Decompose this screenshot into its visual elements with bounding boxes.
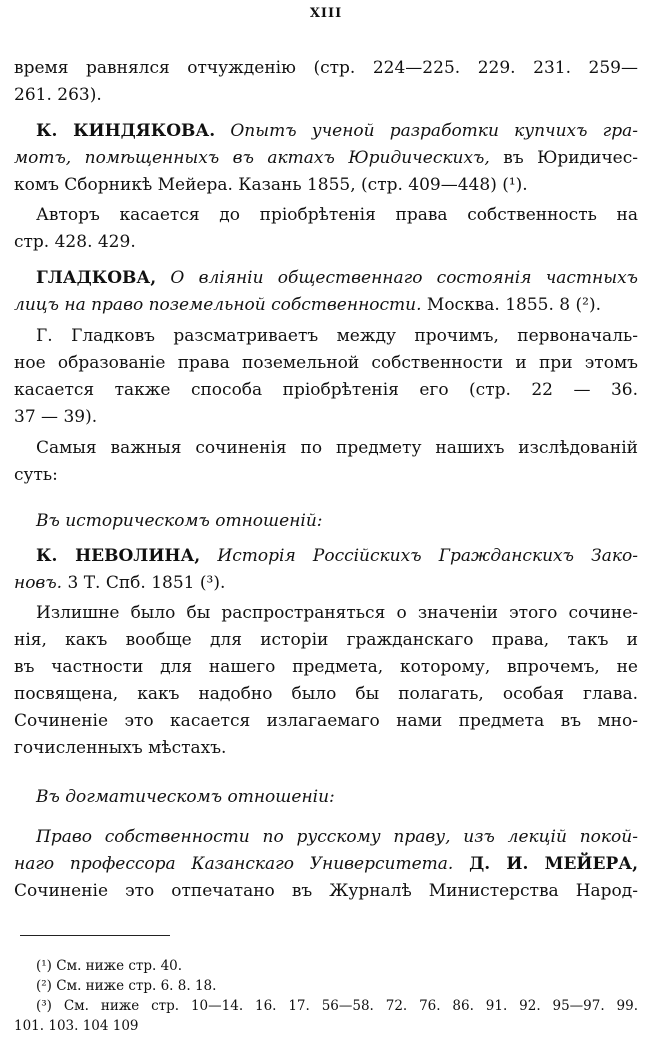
bibliography-entry-kindyakova bbox=[36, 121, 638, 141]
entry-title: Право собственности по русскому праву, изъ лекцій покой- bbox=[36, 827, 638, 847]
footnote: 101. 103. 104 109 bbox=[14, 1018, 139, 1034]
entry-title: новъ. bbox=[14, 573, 63, 593]
text-line: новъ. 3 Т. Спб. 1851 (³). bbox=[14, 573, 226, 593]
entry-author: К. КИНДЯКОВА. bbox=[36, 121, 216, 141]
text-line: посвящена, какъ надобно было бы полагать, особая глава. bbox=[14, 684, 638, 704]
text-line: стр. 428. 429. bbox=[14, 232, 136, 252]
section-heading-historical: Въ историческомъ отношеній: bbox=[36, 511, 323, 531]
text-line: Самыя важныя сочиненія по предмету нашихъ изслѣдованій bbox=[36, 438, 638, 458]
bibliography-entry-nevolina bbox=[36, 546, 638, 566]
footnote: (³) См. ниже стр. 10—14. 16. 17. 56—58. 72. 76. 86. 91. 92. 95—97. 99. bbox=[36, 998, 638, 1014]
bibliography-entry-meyer bbox=[36, 827, 638, 847]
text-line: комъ Сборникѣ Мейера. Казань 1855, (стр. 409—448) (¹). bbox=[14, 175, 528, 195]
text-line: касается также способа пріобрѣтенія его (стр. 22 — 36. bbox=[14, 380, 638, 400]
entry-author: ГЛАДКОВА, bbox=[36, 268, 157, 288]
text-line: время равнялся отчужденію (стр. 224—225. 229. 231. 259— bbox=[14, 58, 638, 78]
text-line: Сочиненіе это касается излагаемаго нами предмета въ мно- bbox=[14, 711, 638, 731]
page-number: XIII bbox=[309, 6, 343, 21]
entry-title: Опытъ ученой разработки купчихъ гра- bbox=[230, 121, 639, 141]
section-heading-dogmatic: Въ догматическомъ отношеніи: bbox=[36, 787, 335, 807]
entry-title: лицъ на право поземельной собственности. bbox=[14, 295, 422, 315]
text-line: Г. Гладковъ разсматриваетъ между прочимъ, первоначаль- bbox=[36, 326, 638, 346]
entry-title: Исторія Россійскихъ Гражданскихъ Зако- bbox=[217, 546, 639, 566]
text-line: мотъ, помѣщенныхъ въ актахъ Юридическихъ, въ Юридичес- bbox=[14, 148, 639, 168]
text-line: въ частности для нашего предмета, которому, впрочемъ, не bbox=[14, 657, 638, 677]
footnote: (²) См. ниже стр. 6. 8. 18. bbox=[36, 978, 217, 994]
footnote-divider bbox=[20, 935, 170, 936]
text-line: Излишне было бы распространяться о значеніи этого сочине- bbox=[36, 603, 638, 623]
entry-author: К. НЕВОЛИНА, bbox=[36, 546, 201, 566]
footnote: (¹) См. ниже стр. 40. bbox=[36, 958, 183, 974]
entry-author: Д. И. МЕЙЕРА, bbox=[469, 854, 638, 874]
text-line: гочисленныхъ мѣстахъ. bbox=[14, 738, 227, 758]
text-line: 261. 263). bbox=[14, 85, 102, 105]
text-line: Авторъ касается до пріобрѣтенія права собственность на bbox=[36, 205, 638, 225]
text-line: лицъ на право поземельной собственности. Москва. 1855. 8 (²). bbox=[14, 295, 601, 315]
text-line: ное образованіе права поземельной собственности и при этомъ bbox=[14, 353, 638, 373]
text-line: 37 — 39). bbox=[14, 407, 98, 427]
entry-title: мотъ, помѣщенныхъ въ актахъ Юридическихъ, bbox=[14, 148, 490, 168]
text-line bbox=[14, 854, 638, 874]
text-line: Сочиненіе это отпечатано въ Журналѣ Министерства Народ- bbox=[14, 881, 638, 901]
bibliography-entry-gladkova bbox=[36, 268, 638, 288]
text-line: нія, какъ вообще для исторіи гражданскаго права, такъ и bbox=[14, 630, 638, 650]
entry-title: О вліяніи общественнаго состоянія частныхъ bbox=[170, 268, 639, 288]
entry-title: наго профессора Казанскаго Университета. bbox=[14, 854, 454, 874]
text-line: суть: bbox=[14, 465, 58, 485]
